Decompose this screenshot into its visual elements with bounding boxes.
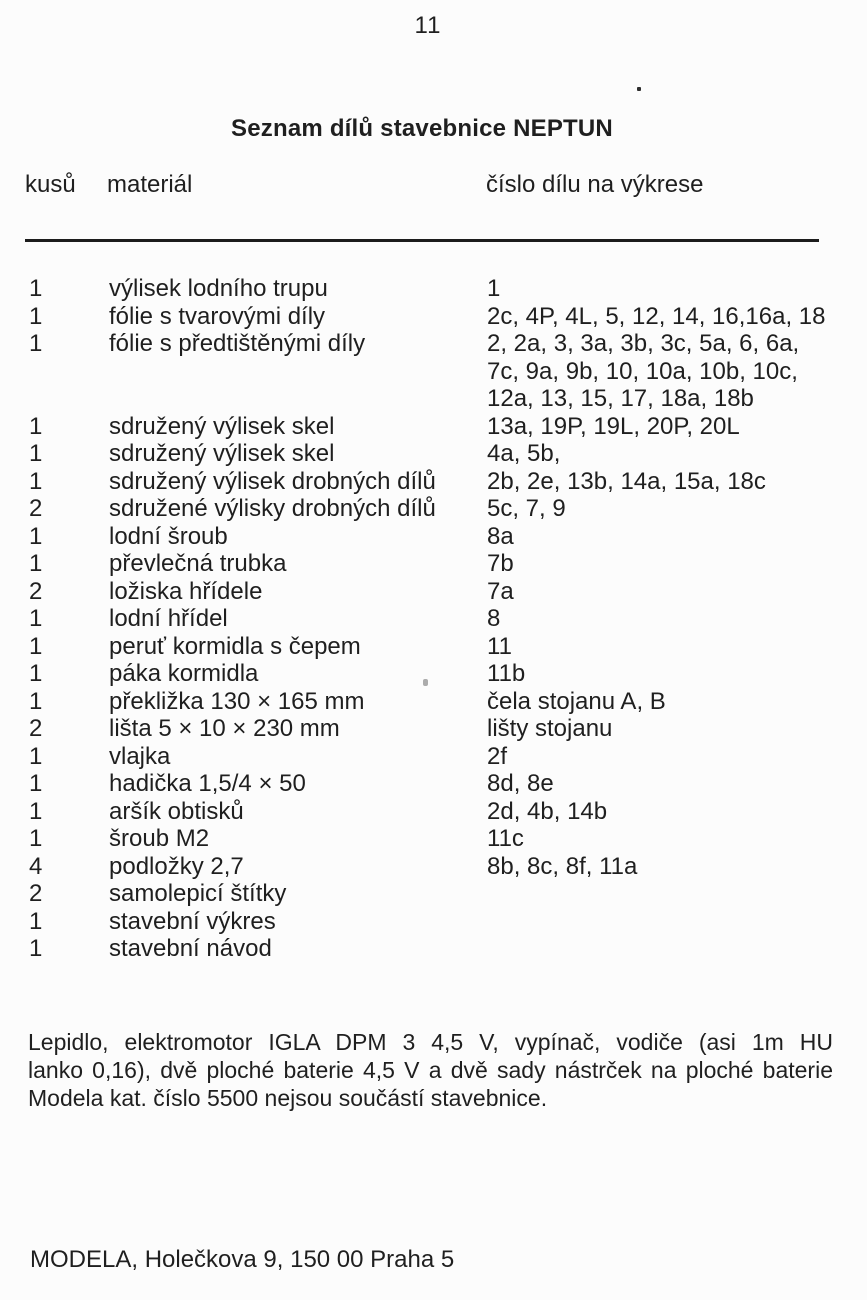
table-row bbox=[0, 798, 867, 826]
row-material: výlisek lodního trupu bbox=[109, 275, 328, 302]
part-number-line: 7a bbox=[487, 577, 514, 605]
row-part-numbers bbox=[487, 578, 867, 606]
row-quantity: 1 bbox=[29, 797, 43, 825]
page-number: 11 bbox=[414, 12, 442, 39]
row-quantity: 1 bbox=[29, 632, 43, 660]
row-part-numbers bbox=[487, 605, 867, 633]
row-quantity: 1 bbox=[29, 467, 43, 495]
row-part-numbers bbox=[487, 908, 867, 909]
row-quantity: 1 bbox=[29, 770, 43, 797]
row-part-numbers bbox=[487, 303, 867, 331]
row-material: sdružené výlisky drobných dílů bbox=[109, 495, 436, 522]
table-row bbox=[0, 303, 867, 331]
part-number-line: 13a, 19P, 19L, 20P, 20L bbox=[487, 412, 740, 440]
part-number-line: 2c, 4P, 4L, 5, 12, 14, 16,16a, 18 bbox=[487, 302, 826, 330]
row-part-numbers bbox=[487, 798, 867, 826]
row-quantity: 1 bbox=[29, 935, 43, 962]
row-part-numbers bbox=[487, 550, 867, 578]
row-quantity: 1 bbox=[29, 605, 43, 632]
row-quantity: 4 bbox=[29, 852, 43, 880]
column-header-part-number: číslo dílu na výkrese bbox=[486, 171, 704, 198]
table-row bbox=[0, 688, 867, 716]
note-line: Lepidlo, elektromotor IGLA DPM 3 4,5 V, vypínač, vodiče (asi 1m HU bbox=[28, 1029, 833, 1055]
row-quantity: 1 bbox=[29, 275, 43, 302]
part-number-line: lišty stojanu bbox=[487, 715, 613, 742]
row-quantity: 2 bbox=[29, 880, 43, 907]
row-material: ložiska hřídele bbox=[109, 577, 263, 605]
row-material: převlečná trubka bbox=[109, 550, 287, 577]
row-part-numbers bbox=[487, 688, 867, 716]
row-part-numbers bbox=[487, 495, 867, 523]
table-row bbox=[0, 440, 867, 468]
row-part-numbers bbox=[487, 853, 867, 881]
row-material: lodní hřídel bbox=[109, 605, 228, 632]
row-quantity: 1 bbox=[29, 522, 43, 550]
parts-table-body bbox=[0, 275, 867, 963]
part-number-line: 7c, 9a, 9b, 10, 10a, 10b, 10c, bbox=[487, 357, 798, 385]
note-paragraph bbox=[28, 1028, 833, 1112]
part-number-line: 2, 2a, 3, 3a, 3b, 3c, 5a, 6, 6a, bbox=[487, 330, 800, 357]
table-row bbox=[0, 468, 867, 496]
row-part-numbers bbox=[487, 413, 867, 441]
row-quantity: 1 bbox=[29, 742, 43, 770]
part-number-line: 7b bbox=[487, 550, 514, 577]
row-part-numbers bbox=[487, 825, 867, 853]
row-quantity: 1 bbox=[29, 907, 43, 935]
row-material: stavební návod bbox=[109, 935, 272, 962]
part-number-line: 8 bbox=[487, 605, 501, 632]
row-quantity: 1 bbox=[29, 330, 43, 357]
row-quantity: 1 bbox=[29, 440, 43, 467]
row-quantity: 1 bbox=[29, 302, 43, 330]
row-part-numbers bbox=[487, 770, 867, 798]
table-row bbox=[0, 633, 867, 661]
row-material: lodní šroub bbox=[109, 522, 228, 550]
row-part-numbers bbox=[487, 440, 867, 468]
row-part-numbers bbox=[487, 523, 867, 551]
row-material: fólie s tvarovými díly bbox=[109, 302, 326, 330]
row-material: samolepicí štítky bbox=[109, 880, 287, 907]
row-part-numbers bbox=[487, 743, 867, 771]
part-number-line: 11b bbox=[487, 660, 526, 687]
table-row bbox=[0, 715, 867, 743]
table-row bbox=[0, 550, 867, 578]
row-part-numbers bbox=[487, 660, 867, 688]
part-number-line: 12a, 13, 15, 17, 18a, 18b bbox=[487, 385, 754, 412]
row-quantity: 2 bbox=[29, 715, 43, 742]
part-number-line: čela stojanu A, B bbox=[487, 687, 666, 715]
part-number-line: 1 bbox=[487, 275, 501, 302]
row-material: překližka 130 × 165 mm bbox=[109, 687, 365, 715]
row-material: lišta 5 × 10 × 230 mm bbox=[109, 715, 340, 742]
row-quantity: 1 bbox=[29, 550, 43, 577]
part-number-line: 11 bbox=[487, 632, 512, 660]
row-material: stavební výkres bbox=[109, 907, 276, 935]
row-material: šroub M2 bbox=[109, 825, 210, 852]
table-row bbox=[0, 413, 867, 441]
row-part-numbers bbox=[487, 330, 867, 413]
table-row bbox=[0, 743, 867, 771]
table-row bbox=[0, 770, 867, 798]
row-quantity: 2 bbox=[29, 495, 43, 522]
table-row bbox=[0, 825, 867, 853]
part-number-line: 8a bbox=[487, 522, 514, 550]
part-number-line: 11c bbox=[487, 825, 524, 852]
part-number-line: 8b, 8c, 8f, 11a bbox=[487, 852, 638, 880]
row-material: aršík obtisků bbox=[109, 797, 244, 825]
horizontal-divider bbox=[25, 239, 819, 242]
row-part-numbers bbox=[487, 275, 867, 303]
row-quantity: 1 bbox=[29, 660, 43, 687]
part-number-line: 8d, 8e bbox=[487, 770, 554, 797]
row-quantity: 1 bbox=[29, 412, 43, 440]
part-number-line: 2b, 2e, 13b, 14a, 15a, 18c bbox=[487, 467, 766, 495]
table-row bbox=[0, 935, 867, 963]
table-row bbox=[0, 523, 867, 551]
row-quantity: 1 bbox=[29, 687, 43, 715]
table-row bbox=[0, 578, 867, 606]
row-part-numbers bbox=[487, 880, 867, 881]
table-row bbox=[0, 275, 867, 303]
table-row bbox=[0, 330, 867, 413]
part-number-line: 5c, 7, 9 bbox=[487, 495, 566, 522]
row-part-numbers bbox=[487, 633, 867, 661]
row-material: fólie s předtištěnými díly bbox=[109, 330, 366, 357]
scan-artifact-dot bbox=[637, 87, 641, 91]
row-material: sdružený výlisek skel bbox=[109, 412, 335, 440]
row-material: páka kormidla bbox=[109, 660, 259, 687]
column-header-material: materiál bbox=[107, 171, 193, 198]
table-row bbox=[0, 660, 867, 688]
row-part-numbers bbox=[487, 468, 867, 496]
note-line: Modela kat. číslo 5500 nejsou součástí stavebnice. bbox=[28, 1085, 548, 1111]
part-number-line: 2f bbox=[487, 742, 508, 770]
row-material: sdružený výlisek skel bbox=[109, 440, 335, 467]
column-header-quantity: kusů bbox=[25, 171, 76, 198]
row-quantity: 1 bbox=[29, 825, 43, 852]
row-material: peruť kormidla s čepem bbox=[109, 632, 361, 660]
part-number-line: 2d, 4b, 14b bbox=[487, 797, 608, 825]
row-part-numbers bbox=[487, 935, 867, 936]
table-row bbox=[0, 853, 867, 881]
table-row bbox=[0, 908, 867, 936]
row-material: podložky 2,7 bbox=[109, 852, 244, 880]
scan-artifact-mark bbox=[423, 679, 428, 686]
row-material: sdružený výlisek drobných dílů bbox=[109, 467, 436, 495]
document-title: Seznam dílů stavebnice NEPTUN bbox=[231, 115, 613, 142]
note-line: lanko 0,16), dvě ploché baterie 4,5 V a dvě sady nástrček na ploché baterie bbox=[28, 1057, 833, 1083]
table-header-row bbox=[0, 171, 867, 201]
part-number-line: 4a, 5b, bbox=[487, 440, 561, 467]
row-part-numbers bbox=[487, 715, 867, 743]
row-material: vlajka bbox=[109, 742, 171, 770]
publisher-address: MODELA, Holečkova 9, 150 00 Praha 5 bbox=[30, 1246, 455, 1273]
row-material: hadička 1,5/4 × 50 bbox=[109, 770, 306, 797]
table-row bbox=[0, 880, 867, 908]
table-row bbox=[0, 605, 867, 633]
table-row bbox=[0, 495, 867, 523]
row-quantity: 2 bbox=[29, 577, 43, 605]
